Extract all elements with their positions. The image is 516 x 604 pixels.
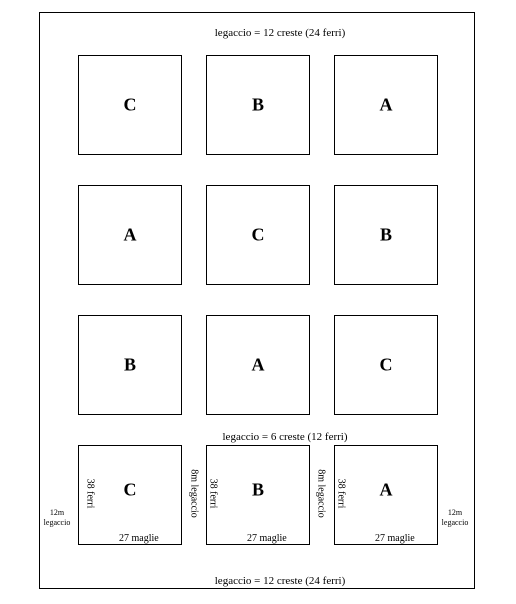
between-label-2: 8m legaccio — [315, 469, 327, 518]
rows-label-c1: 38 ferri — [84, 478, 96, 509]
stitches-label-c2: 27 maglie — [247, 533, 287, 544]
square-letter: B — [123, 354, 136, 375]
side-label-left — [40, 508, 74, 528]
square-letter: B — [251, 94, 264, 115]
rows-label-c3: 38 ferri — [335, 478, 347, 509]
square-r2-c2 — [206, 185, 310, 285]
rows-label-c2: 38 ferri — [207, 478, 219, 509]
square-r4-c3 — [334, 445, 438, 545]
square-r4-c2 — [206, 445, 310, 545]
caption-middle: legaccio = 6 creste (12 ferri) — [222, 431, 348, 443]
square-letter: B — [251, 479, 264, 500]
caption-bottom: legaccio = 12 creste (24 ferri) — [214, 575, 346, 587]
square-r3-c3 — [334, 315, 438, 415]
square-letter: C — [251, 224, 265, 245]
square-letter: C — [379, 354, 393, 375]
square-letter: B — [379, 224, 392, 245]
stitches-label-c3: 27 maglie — [375, 533, 415, 544]
square-r1-c1 — [78, 55, 182, 155]
side-label-line1: 12m — [49, 508, 65, 517]
square-letter: A — [251, 354, 265, 375]
square-letter: A — [379, 479, 393, 500]
square-r2-c3 — [334, 185, 438, 285]
between-label-1: 8m legaccio — [188, 469, 200, 518]
square-r3-c2 — [206, 315, 310, 415]
side-label-right — [438, 508, 472, 528]
square-letter: A — [123, 224, 137, 245]
square-r1-c2 — [206, 55, 310, 155]
square-letter: C — [123, 94, 137, 115]
side-label-line2: legaccio — [441, 518, 469, 527]
side-label-line2: legaccio — [43, 518, 71, 527]
square-r3-c1 — [78, 315, 182, 415]
square-r2-c1 — [78, 185, 182, 285]
square-r1-c3 — [334, 55, 438, 155]
square-letter: C — [123, 479, 137, 500]
square-letter: A — [379, 94, 393, 115]
caption-top: legaccio = 12 creste (24 ferri) — [214, 27, 346, 39]
side-label-line1: 12m — [447, 508, 463, 517]
stitches-label-c1: 27 maglie — [119, 533, 159, 544]
